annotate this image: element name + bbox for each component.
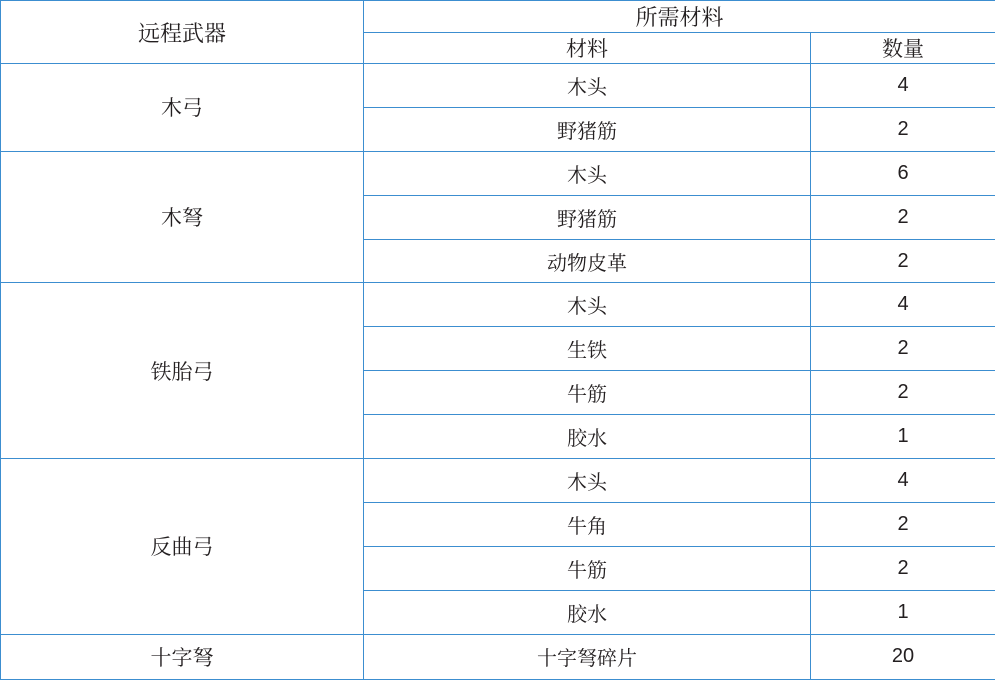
table-row bbox=[1, 634, 995, 679]
material-name-cell: 胶水 bbox=[364, 590, 811, 634]
table-header bbox=[1, 1, 995, 64]
table-body bbox=[1, 64, 995, 680]
material-quantity-cell: 4 bbox=[811, 64, 995, 108]
table-row bbox=[1, 459, 995, 503]
material-quantity-cell: 1 bbox=[811, 590, 995, 634]
material-name-cell: 牛角 bbox=[364, 502, 811, 546]
table-row bbox=[1, 151, 995, 195]
material-quantity-cell: 4 bbox=[811, 283, 995, 327]
material-quantity-cell: 2 bbox=[811, 239, 995, 283]
material-quantity-cell: 4 bbox=[811, 459, 995, 503]
weapon-name-cell: 铁胎弓 bbox=[1, 283, 364, 459]
weapon-name-cell: 反曲弓 bbox=[1, 459, 364, 635]
material-quantity-cell: 1 bbox=[811, 415, 995, 459]
column-header-quantity: 数量 bbox=[811, 33, 995, 64]
material-name-cell: 木头 bbox=[364, 151, 811, 195]
material-quantity-cell: 2 bbox=[811, 327, 995, 371]
column-header-materials-group: 所需材料 bbox=[364, 1, 995, 33]
table-row bbox=[1, 283, 995, 327]
material-quantity-cell: 2 bbox=[811, 371, 995, 415]
material-name-cell: 生铁 bbox=[364, 327, 811, 371]
header-row-primary bbox=[1, 1, 995, 33]
material-quantity-cell: 6 bbox=[811, 151, 995, 195]
material-name-cell: 野猪筋 bbox=[364, 107, 811, 151]
weapon-name-cell: 十字弩 bbox=[1, 634, 364, 679]
material-quantity-cell: 20 bbox=[811, 634, 995, 679]
material-name-cell: 十字弩碎片 bbox=[364, 634, 811, 679]
material-quantity-cell: 2 bbox=[811, 107, 995, 151]
table-row bbox=[1, 64, 995, 108]
material-quantity-cell: 2 bbox=[811, 546, 995, 590]
material-name-cell: 木头 bbox=[364, 64, 811, 108]
weapon-name-cell: 木弩 bbox=[1, 151, 364, 283]
material-name-cell: 牛筋 bbox=[364, 546, 811, 590]
material-name-cell: 胶水 bbox=[364, 415, 811, 459]
material-name-cell: 野猪筋 bbox=[364, 195, 811, 239]
column-header-weapon: 远程武器 bbox=[1, 1, 364, 64]
material-quantity-cell: 2 bbox=[811, 195, 995, 239]
material-name-cell: 木头 bbox=[364, 459, 811, 503]
column-header-material: 材料 bbox=[364, 33, 811, 64]
weapon-name-cell: 木弓 bbox=[1, 64, 364, 152]
material-name-cell: 动物皮革 bbox=[364, 239, 811, 283]
material-name-cell: 木头 bbox=[364, 283, 811, 327]
material-name-cell: 牛筋 bbox=[364, 371, 811, 415]
material-quantity-cell: 2 bbox=[811, 502, 995, 546]
